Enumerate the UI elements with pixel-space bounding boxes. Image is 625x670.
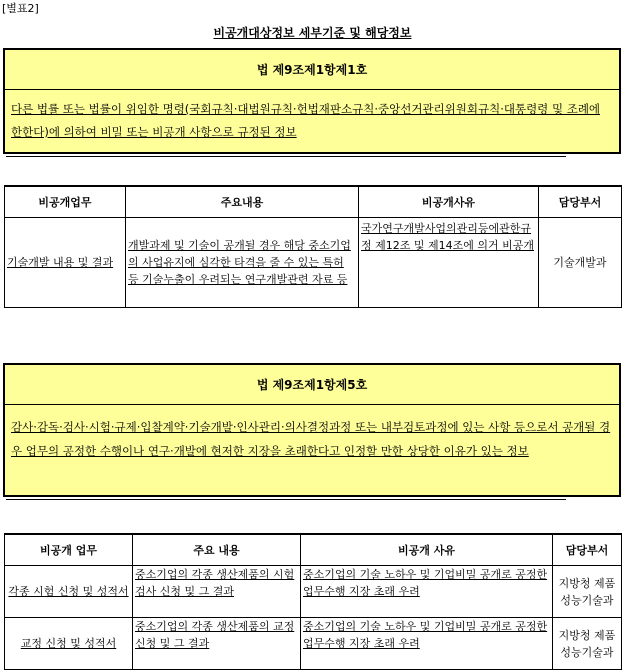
table2-row2-task-text: 교정 신청 및 성적서 <box>20 637 117 650</box>
table1-dept-text: 기술개발과 <box>553 256 607 269</box>
table1-header-row <box>5 186 622 218</box>
table2-row1-task-text: 각종 시험 신청 및 성적서 <box>8 585 129 598</box>
table2-header-row <box>5 534 622 566</box>
table1-header-dept: 담당부서 <box>539 186 622 218</box>
table2-row2-task <box>5 618 133 670</box>
table-row <box>5 566 622 618</box>
table2-row1-dept <box>553 566 622 618</box>
table2-row2-dept <box>553 618 622 670</box>
table1-cell-dept <box>539 218 622 308</box>
table2-header-task: 비공개 업무 <box>5 534 133 566</box>
table2 <box>4 533 622 670</box>
table2-row1-reason-text: 중소기업의 기술 노하우 및 기업비밀 공개로 공정한 업무수행 지장 초래 우려 <box>303 568 548 598</box>
table1-header-task: 비공개업무 <box>5 186 126 218</box>
section1-divider <box>6 156 566 157</box>
table2-row1-dept-text: 지방청 제품성능기술과 <box>558 576 616 607</box>
section2-heading: 법 제9조제1항제5호 <box>5 365 619 405</box>
table2-row1-content <box>133 566 301 618</box>
table2-row2-reason-text: 중소기업의 기술 노하우 및 기업비밀 공개로 공정한 업무수행 지장 초래 우려 <box>303 620 548 650</box>
table2-row1-content-text: 중소기업의 각종 생산제품의 시험검사 신청 및 그 결과 <box>135 568 295 598</box>
table2-row2-content-text: 중소기업의 각종 생산제품의 교정신청 및 그 결과 <box>135 620 295 650</box>
section1-text-content: 다른 법률 또는 법률이 위임한 명령(국회규칙·대법원규칙·헌법재판소규칙·중앙선거관리위원회규칙·대통령령 및 조례에 한한다)에 의하여 비밀 또는 비공개 사항으로 규정된 정보 <box>11 102 601 139</box>
table2-row1-reason <box>301 566 553 618</box>
table2-header-content: 주요 내용 <box>133 534 301 566</box>
table2-row2-dept-text: 지방청 제품성능기술과 <box>558 628 616 659</box>
table-row <box>5 618 622 670</box>
section1-heading: 법 제9조제1항제1호 <box>5 50 619 90</box>
section1-box <box>3 48 621 154</box>
table1-cell-reason <box>359 218 539 308</box>
table2-row1-task <box>5 566 133 618</box>
table1-content-text: 개발과제 및 기술이 공개될 경우 해당 중소기업의 사업유지에 심각한 타격을 줄 수 있는 특허 등 기술누출이 우려되는 연구개발관련 자료 등 <box>128 239 351 286</box>
table2-header-dept: 담당부서 <box>553 534 622 566</box>
annex-label: [별표2] <box>2 2 39 15</box>
document-title <box>0 24 625 41</box>
section2-divider <box>6 499 566 500</box>
table1-header-reason: 비공개사유 <box>359 186 539 218</box>
table1-header-content: 주요내용 <box>126 186 359 218</box>
section2-box <box>3 363 621 497</box>
section2-text-content: 감사·감독·검사·시험·규제·입찰계약·기술개발·인사관리·의사결정과정 또는 내부검토과정에 있는 사항 등으로서 공개될 경우 업무의 공정한 수행이나 연구·개발에 현저한 지장을 초래한다고 인정할 만한 상당한 이유가 있는 정보 <box>11 420 611 458</box>
table2-row2-reason <box>301 618 553 670</box>
document-title-text: 비공개대상정보 세부기준 및 해당정보 <box>213 26 412 40</box>
table1-reason-text: 국가연구개발사업의관리등에관한규정 제12조 및 제14조에 의거 비공개 <box>361 222 534 252</box>
table2-header-reason: 비공개 사유 <box>301 534 553 566</box>
section2-text <box>5 405 619 463</box>
table2-row2-content <box>133 618 301 670</box>
table1-cell-content <box>126 218 359 308</box>
table1 <box>4 185 622 308</box>
section1-text <box>5 90 619 144</box>
table1-cell-task <box>5 218 126 308</box>
table-row <box>5 218 622 308</box>
table1-task-text: 기술개발 내용 및 결과 <box>7 256 114 269</box>
